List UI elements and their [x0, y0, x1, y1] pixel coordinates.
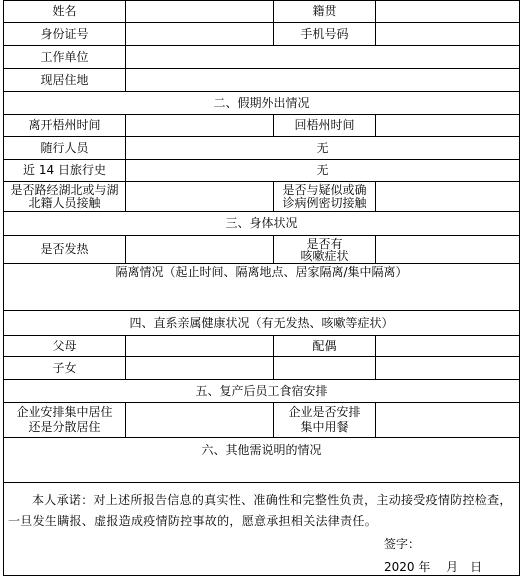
meal-field[interactable]: [375, 402, 520, 438]
companions-field[interactable]: [125, 136, 520, 160]
companions-label-text: 随行人员: [40, 140, 89, 155]
cough-label: [273, 235, 376, 264]
housing-label: [3, 402, 126, 438]
children-field[interactable]: [125, 356, 274, 380]
spouse-label-text: 配偶: [312, 338, 337, 353]
id-label-text: 身份证号: [40, 26, 89, 41]
pledge-text-content: 本人承诺：对上述所报告信息的真实性、准确性和完整性负责，主动接受疫情防控检查，一旦发生瞒报、虚报造成疫情防控事故的，愿意承担相关法律责任。: [8, 493, 512, 528]
return-label-text: 回梧州时间: [294, 118, 355, 132]
id-label: [3, 22, 126, 46]
cough-field[interactable]: [375, 235, 520, 264]
housing-label-text: 企业安排集中居住 还是分散居住: [16, 405, 113, 434]
address-field[interactable]: [125, 68, 520, 92]
companions-label: [3, 136, 126, 160]
address-label: [3, 68, 126, 92]
children-extra-field[interactable]: [375, 356, 520, 380]
section-5-title-text: 五、复产后员工食宿安排: [195, 383, 328, 398]
isolation-label-text: 隔离情况（起止时间、隔离地点、居家隔离/集中隔离）: [115, 265, 408, 279]
children-extra-cell[interactable]: [273, 356, 376, 380]
hubei-field[interactable]: [125, 181, 274, 212]
cough-label-text: 是否有 咳嗽症状: [300, 236, 349, 263]
isolation-field[interactable]: [3, 263, 520, 311]
travel-label: [3, 159, 126, 182]
id-field[interactable]: [125, 22, 274, 46]
hubei-label: [3, 181, 126, 212]
parents-label: [3, 335, 126, 357]
work-label-text: 工作单位: [40, 49, 89, 64]
native-place-field[interactable]: [375, 0, 520, 23]
fever-field[interactable]: [125, 235, 274, 264]
fever-label: [3, 235, 126, 264]
return-field[interactable]: [375, 114, 520, 137]
leave-label-text: 离开梧州时间: [28, 118, 101, 132]
section-4-title: [3, 310, 520, 336]
name-label-text: 姓名: [52, 4, 77, 18]
native-place-label: [273, 0, 376, 23]
children-label: [3, 356, 126, 380]
section-6-title-text: 六、其他需说明的情况: [201, 443, 322, 457]
leave-label: [3, 114, 126, 137]
travel-field[interactable]: [125, 159, 520, 182]
native-place-label-text: 籍贯: [312, 4, 337, 18]
hubei-label-text: 是否路经湖北或与湖 北籍人员接触: [10, 182, 119, 210]
contact-label-text: 是否与疑似或确 诊病例密切接触: [282, 182, 367, 210]
address-label-text: 现居住地: [40, 72, 89, 87]
parents-field[interactable]: [125, 335, 274, 357]
section-5-title: [3, 379, 520, 403]
phone-field[interactable]: [375, 22, 520, 46]
children-label-text: 子女: [52, 360, 77, 375]
section-4-title-text: 四、直系亲属健康状况（有无发热、咳嗽等症状）: [129, 315, 394, 330]
parents-label-text: 父母: [52, 338, 77, 353]
section-3-title-text: 三、身体状况: [225, 216, 298, 230]
section-6-field[interactable]: [3, 437, 520, 483]
fever-label-text: 是否发热: [40, 242, 89, 256]
work-field[interactable]: [125, 45, 520, 69]
work-label: [3, 45, 126, 69]
phone-label: [273, 22, 376, 46]
housing-field[interactable]: [125, 402, 274, 438]
return-label: [273, 114, 376, 137]
travel-value: 无: [316, 163, 329, 177]
name-label: [3, 0, 126, 23]
section-2-title: [3, 91, 520, 115]
phone-label-text: 手机号码: [300, 26, 349, 41]
date-line: 2020 年 月 日: [384, 560, 483, 574]
leave-field[interactable]: [125, 114, 274, 137]
spouse-label: [273, 335, 376, 357]
contact-label: [273, 181, 376, 212]
name-field[interactable]: [125, 0, 274, 23]
companions-value: 无: [316, 140, 329, 155]
spouse-field[interactable]: [375, 335, 520, 357]
pledge-text: [8, 490, 513, 532]
travel-label-text: 近 14 日旅行史: [23, 163, 106, 177]
section-2-title-text: 二、假期外出情况: [213, 95, 310, 110]
section-3-title: [3, 211, 520, 236]
meal-label-text: 企业是否安排 集中用餐: [288, 405, 361, 434]
meal-label: [273, 402, 376, 438]
contact-field[interactable]: [375, 181, 520, 212]
signature-label: 签字：: [384, 537, 421, 551]
